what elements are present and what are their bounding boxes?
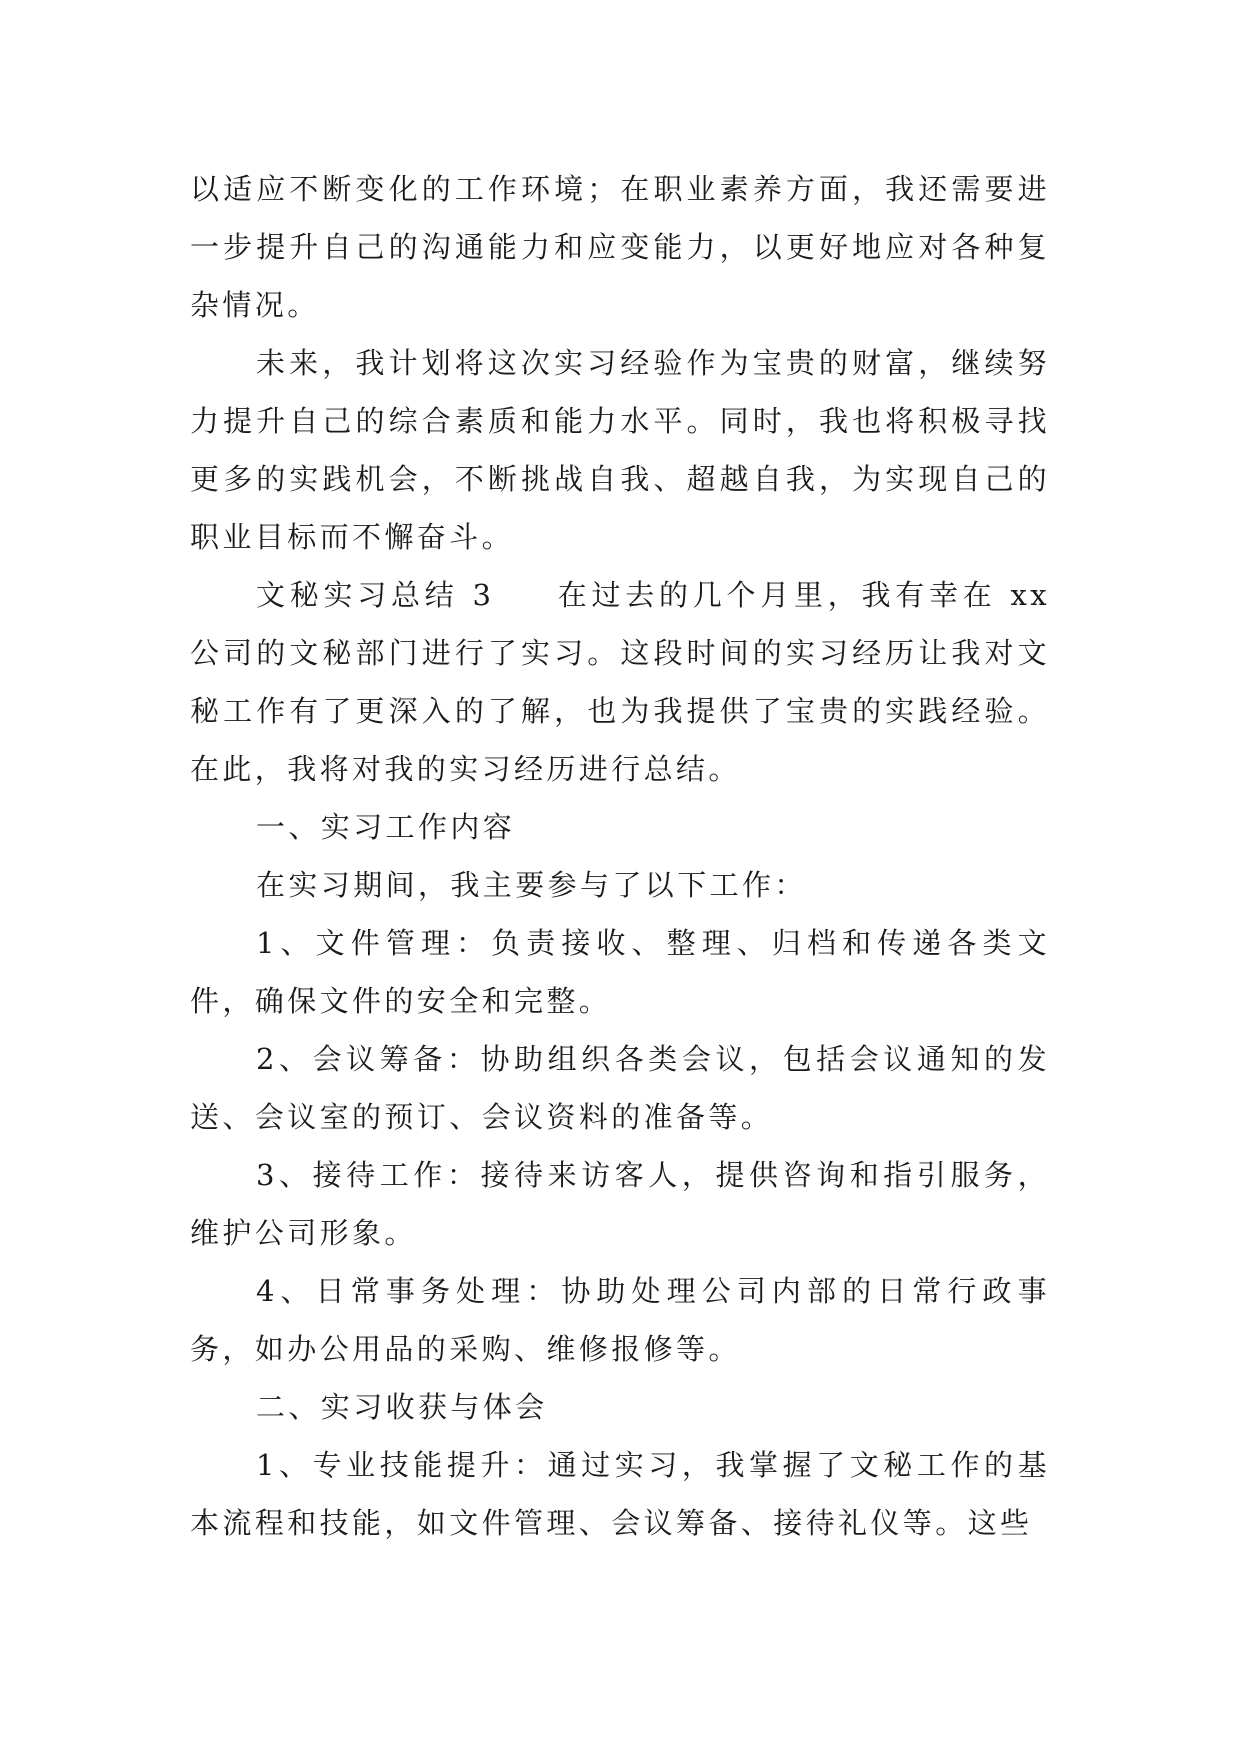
heading-work-content: 一、实习工作内容 [256, 810, 516, 844]
list-item-skill-improvement: 1、专业技能提升：通过实习，我掌握了文秘工作的基本流程和技能，如文件管理、会议筹备、接待礼仪等。这些 [190, 1448, 1050, 1540]
list-item-daily-affairs: 4、日常事务处理：协助处理公司内部的日常行政事务，如办公用品的采购、维修报修等。 [190, 1274, 1050, 1366]
list-item-meeting-prep: 2、会议筹备：协助组织各类会议，包括会议通知的发送、会议室的预订、会议资料的准备等。 [190, 1042, 1050, 1134]
paragraph-continuation: 以适应不断变化的工作环境；在职业素养方面，我还需要进一步提升自己的沟通能力和应变能力，以更好地应对各种复杂情况。 [190, 172, 1050, 322]
heading-gains: 二、实习收获与体会 [256, 1390, 548, 1424]
paragraph-future-plan: 未来，我计划将这次实习经验作为宝贵的财富，继续努力提升自己的综合素质和能力水平。同时，我也将积极寻找更多的实践机会，不断挑战自我、超越自我，为实现自己的职业目标而不懈奋斗。 [190, 346, 1050, 554]
list-item-file-management: 1、文件管理：负责接收、整理、归档和传递各类文件，确保文件的安全和完整。 [190, 926, 1050, 1018]
paragraph-work-intro: 在实习期间，我主要参与了以下工作： [256, 868, 807, 902]
section-title: 文秘实习总结 3 [256, 578, 495, 612]
list-item-reception: 3、接待工作：接待来访客人，提供咨询和指引服务，维护公司形象。 [190, 1158, 1050, 1250]
section-intro-text: 在过去的几个月里，我有幸在 xx 公司的文秘部门进行了实习。这段时间的实习经历让我对文秘工作有了更深入的了解，也为我提供了宝贵的实践经验。在此，我将对我的实习经历进行总结。 [190, 578, 1050, 786]
document-body [190, 160, 1050, 1552]
paragraph-summary-3 [190, 566, 1050, 798]
